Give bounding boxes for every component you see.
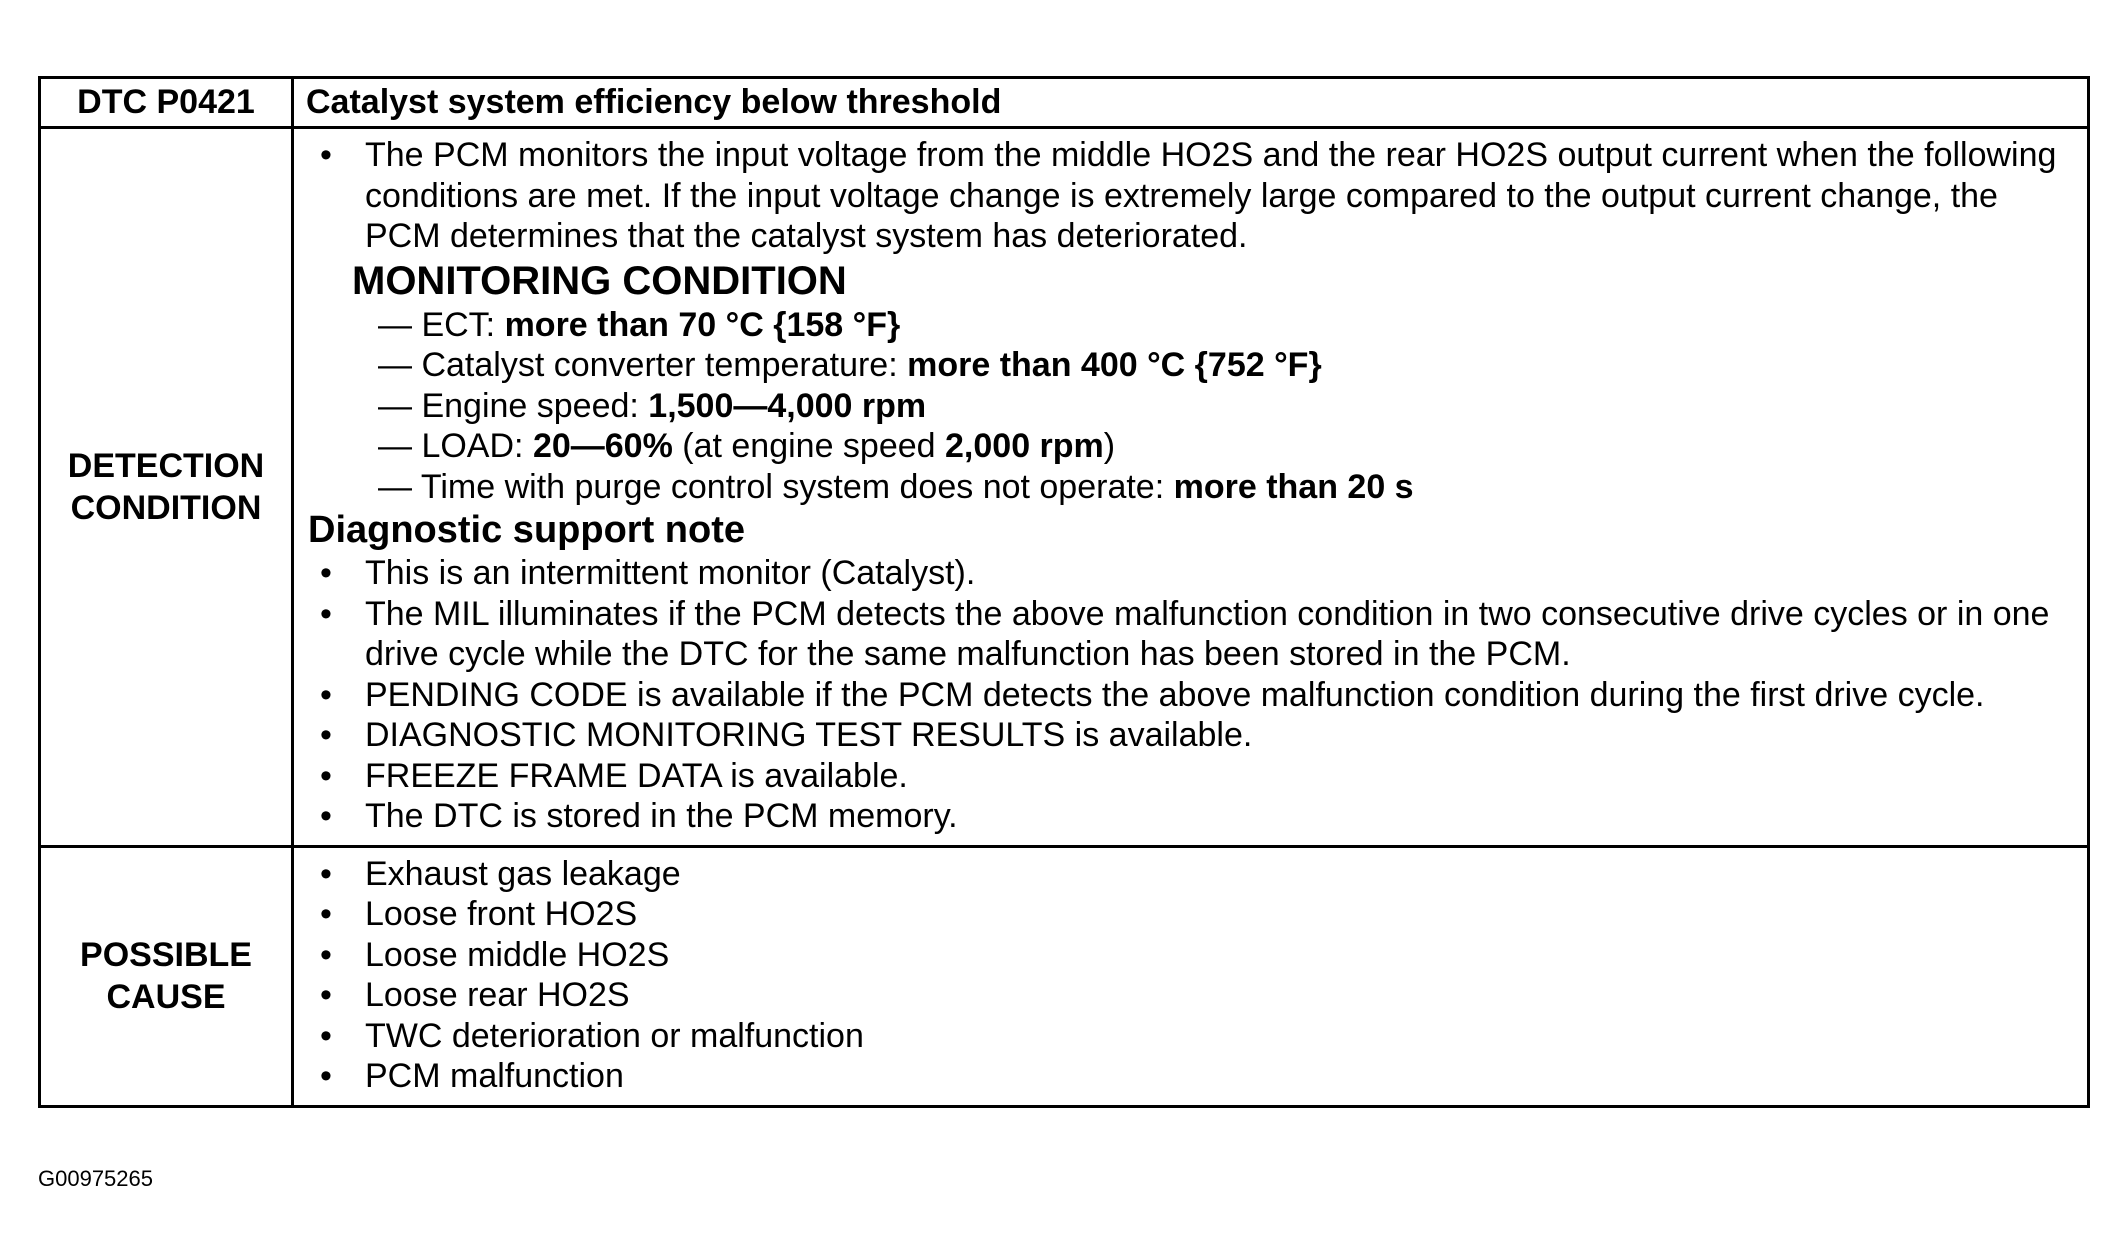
note-item: • FREEZE FRAME DATA is available. (308, 756, 2073, 797)
cause-item: • Loose rear HO2S (308, 975, 2073, 1016)
note-item: • PENDING CODE is available if the PCM detects the above malfunction condition during the first drive cycle. (308, 675, 2073, 716)
condition-item (308, 386, 2073, 427)
condition-label: LOAD: (421, 427, 533, 465)
condition-label: Time with purge control system does not operate: (420, 467, 1174, 506)
condition-value: more than 20 s (1173, 467, 1414, 506)
condition-item (308, 345, 2073, 386)
detection-content (293, 128, 2089, 847)
condition-label: Catalyst converter temperature: (421, 346, 908, 384)
condition-value: more than 70 °C {158 °F} (504, 305, 901, 344)
condition-value-2: 2,000 rpm (945, 427, 1104, 465)
possible-cause-label-line2: CAUSE (106, 978, 226, 1016)
detection-label-line1: DETECTION (67, 446, 265, 485)
condition-value: 1,500—4,000 rpm (648, 386, 927, 425)
dtc-title: Catalyst system efficiency below threshold (293, 78, 2089, 128)
detection-label (40, 128, 293, 847)
condition-item (308, 305, 2073, 346)
note-item: • The DTC is stored in the PCM memory. (308, 796, 2073, 837)
cause-item: • Exhaust gas leakage (308, 854, 2073, 895)
possible-cause-label (40, 846, 293, 1106)
detection-row (40, 128, 2089, 847)
cause-item: • Loose front HO2S (308, 894, 2073, 935)
header-row (40, 78, 2089, 128)
figure-code: G00975265 (38, 1166, 153, 1191)
possible-cause-content (293, 846, 2089, 1106)
cause-item: • TWC deterioration or malfunction (308, 1016, 2073, 1057)
condition-item (308, 467, 2073, 508)
condition-value: 20—60% (532, 427, 673, 465)
condition-suffix: (at engine speed (672, 427, 946, 465)
possible-cause-label-line1: POSSIBLE (80, 936, 252, 974)
note-heading: Diagnostic support note (308, 509, 745, 551)
condition-value: more than 400 °C {752 °F} (907, 346, 1322, 384)
condition-item (308, 426, 2073, 467)
monitoring-heading: MONITORING CONDITION (352, 258, 847, 303)
condition-suffix-2: ) (1103, 427, 1116, 465)
dtc-code: DTC P0421 (40, 78, 293, 128)
note-item: • This is an intermittent monitor (Catalyst). (308, 553, 2073, 594)
condition-label: Engine speed: (421, 386, 649, 425)
detection-intro: • The PCM monitors the input voltage from the middle HO2S and the rear HO2S output current when the following conditions are met. If the input voltage change is extremely large compared to the output current change, the PCM determines that the catalyst system has deteriorated. (308, 135, 2073, 257)
possible-cause-row (40, 846, 2089, 1106)
note-item: • DIAGNOSTIC MONITORING TEST RESULTS is available. (308, 715, 2073, 756)
dtc-table (38, 76, 2090, 1108)
cause-item: • Loose middle HO2S (308, 935, 2073, 976)
condition-label: ECT: (421, 305, 505, 344)
detection-label-line2: CONDITION (70, 488, 262, 527)
note-item: • The MIL illuminates if the PCM detects the above malfunction condition in two consecutive drive cycles or in one drive cycle while the DTC for the same malfunction has been stored in the PCM. (308, 594, 2073, 675)
cause-item: • PCM malfunction (308, 1056, 2073, 1097)
